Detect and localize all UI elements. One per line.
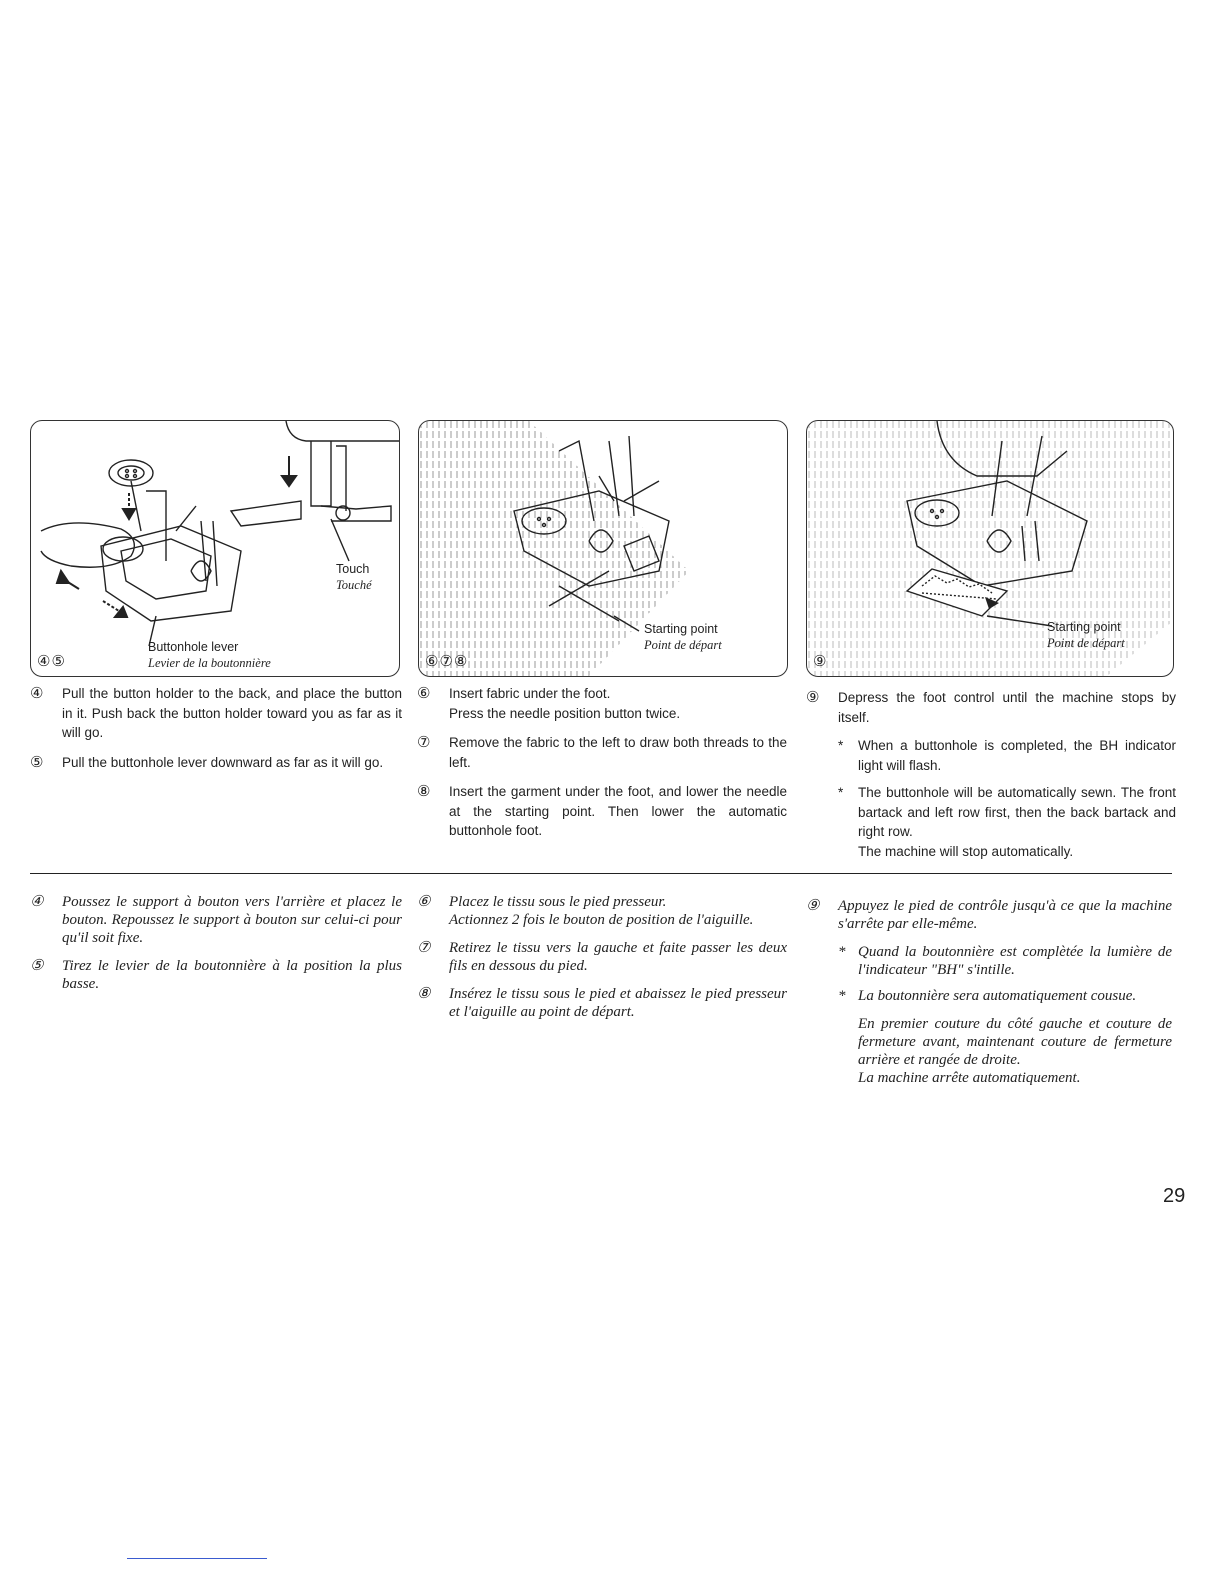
step-text: Depress the foot control until the machine stops by itself. [838, 690, 1176, 725]
step-number: ⑦ [417, 734, 431, 751]
note-2-fr [838, 987, 1172, 1087]
note-text: La boutonnière sera automatiquement cousue. [858, 988, 1137, 1004]
french-column-3 [806, 897, 1172, 1097]
section-divider [30, 873, 1172, 874]
step-9-en [806, 688, 1176, 861]
step-number: ④ [30, 685, 44, 702]
step-6-en [417, 684, 787, 723]
buttonhole-lever-label-en: Buttonhole lever [148, 640, 239, 654]
note-paragraph [858, 1015, 1172, 1087]
step-4-fr [30, 893, 402, 947]
buttonhole-lever-label-fr: Levier de la boutonnière [148, 656, 271, 670]
panel-step-numbers: ④⑤ [37, 653, 66, 670]
step-text: Pull the button holder to the back, and place the button in it. Push back the button holder toward you as far as it will go. [62, 686, 402, 740]
starting-point-label-en: Starting point [644, 622, 718, 636]
starting-point-label-en: Starting point [1047, 620, 1121, 634]
step-6-fr [417, 893, 787, 929]
step-text: Insérez le tissu sous le pied et abaissez le pied presseur et l'aiguille au point de départ. [449, 986, 787, 1020]
step-text: Insert the garment under the foot, and lower the needle at the starting point. Then lower the automatic buttonhole foot. [449, 784, 787, 838]
english-column-2 [417, 684, 787, 851]
panel-step-numbers: ⑥⑦⑧ [425, 653, 469, 670]
note-bullet: * [838, 944, 846, 960]
insert-fabric-illustration [419, 421, 787, 676]
starting-point-label [644, 621, 722, 653]
note-bullet: * [838, 738, 844, 753]
step-5-fr [30, 957, 402, 993]
button-holder-illustration [31, 421, 399, 676]
note-text: The buttonhole will be automatically sewn. The front bartack and left row first, then the back bartack and right row. [858, 785, 1176, 839]
step-7-en [417, 733, 787, 772]
note-bullet: * [838, 785, 844, 800]
step-number: ⑦ [417, 940, 431, 956]
step-number: ⑧ [417, 783, 431, 800]
french-column-2 [417, 893, 787, 1031]
step-number: ⑨ [806, 898, 820, 914]
note-text: When a buttonhole is completed, the BH indicator light will flash. [858, 738, 1176, 773]
step-number: ④ [30, 894, 44, 910]
touch-label [336, 561, 372, 593]
step-text: Retirez le tissu vers la gauche et faite passer les deux fils en dessous du pied. [449, 940, 787, 974]
footer-rule [127, 1558, 267, 1559]
french-column-1 [30, 893, 402, 1003]
starting-point-label [1047, 619, 1125, 651]
step-8-en [417, 782, 787, 841]
note-bullet: * [838, 988, 846, 1004]
note-1-fr [838, 943, 1172, 979]
illustration-panel-insert-fabric [418, 420, 788, 677]
step-number: ⑤ [30, 958, 44, 974]
illustration-panel-sewing [806, 420, 1174, 677]
step-text: Actionnez 2 fois le bouton de position de l'aiguille. [449, 912, 754, 928]
step-4-en [30, 684, 402, 743]
starting-point-label-fr: Point de départ [644, 638, 722, 652]
step-text: Placez le tissu sous le pied presseur. [449, 894, 667, 910]
english-column-3 [806, 688, 1176, 871]
starting-point-label-fr: Point de départ [1047, 636, 1125, 650]
touch-label-en: Touch [336, 562, 370, 576]
step-number: ⑥ [417, 685, 431, 702]
step-text: Poussez le support à bouton vers l'arrière et placez le bouton. Repoussez le support à bouton sur celui-ci pour qu'il soit fixe. [62, 894, 402, 946]
touch-label-fr: Touché [336, 578, 372, 592]
note-text: The machine will stop automatically. [858, 843, 1074, 859]
step-number: ⑧ [417, 986, 431, 1002]
step-number: ⑤ [30, 753, 44, 771]
buttonhole-lever-label [148, 639, 271, 671]
english-column-1 [30, 684, 402, 782]
panel-step-numbers: ⑨ [813, 653, 828, 670]
page-number: 29 [1163, 1185, 1186, 1207]
note-1-en [838, 736, 1176, 775]
step-8-fr [417, 985, 787, 1021]
illustration-panel-button-holder [30, 420, 400, 677]
note-text: La machine arrête automatiquement. [858, 1070, 1081, 1086]
note-text: En premier couture du côté gauche et couture de fermeture avant, maintenant couture de fermeture arrière et rangée de droite. [858, 1016, 1172, 1068]
step-text: Tirez le levier de la boutonnière à la position la plus basse. [62, 958, 402, 992]
note-2-en [838, 783, 1176, 861]
step-number: ⑨ [806, 689, 820, 706]
note-text: Quand la boutonnière est complètée la lumière de l'indicateur "BH" s'intille. [858, 944, 1172, 978]
step-text: Press the needle position button twice. [449, 705, 681, 721]
step-9-fr [806, 897, 1172, 1087]
step-5-en [30, 753, 402, 773]
step-text: Remove the fabric to the left to draw both threads to the left. [449, 735, 787, 770]
step-text: Pull the buttonhole lever downward as far as it will go. [62, 754, 384, 770]
step-7-fr [417, 939, 787, 975]
step-text: Appuyez le pied de contrôle jusqu'à ce que la machine s'arrête par elle-même. [838, 898, 1172, 932]
step-number: ⑥ [417, 894, 431, 910]
step-text: Insert fabric under the foot. [449, 686, 611, 701]
